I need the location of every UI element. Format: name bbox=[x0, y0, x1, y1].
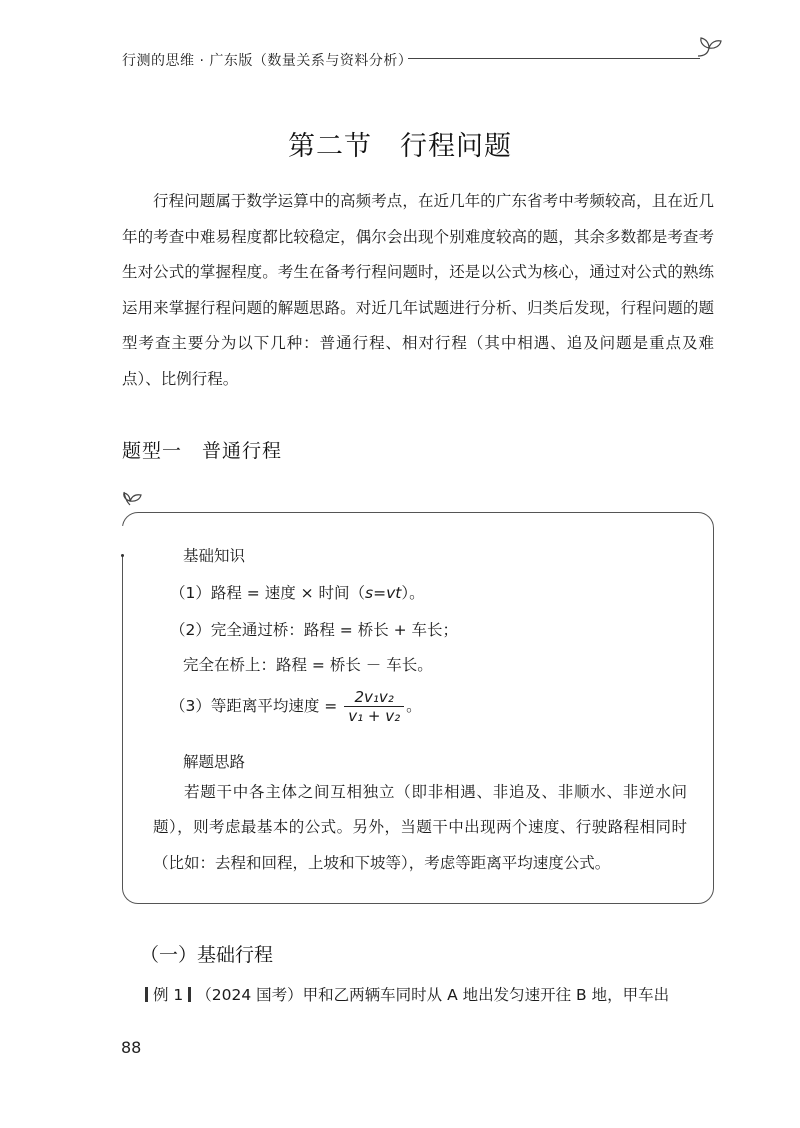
example-label: 例 1 bbox=[153, 986, 184, 1004]
fraction-numerator: 2v₁v₂ bbox=[344, 688, 404, 707]
intro-paragraph: 行程问题属于数学运算中的高频考点，在近几年的广东省考中考频较高，且在近几年的考查中难易程度都比较稳定，偶尔会出现个别难度较高的题，其余多数都是考查考生对公式的掌握程度。考生在备考行程问题时，还是以公式为核心，通过对公式的熟练运用来掌握行程问题的解题思路。对近几年试题进行分析、归类后发现，行程问题的题型考查主要分为以下几种：普通行程、相对行程（其中相遇、追及问题是重点及难点）、比例行程。 bbox=[122, 192, 714, 388]
subtype-heading: 题型一 普通行程 bbox=[122, 440, 283, 462]
fraction-denominator: v₁ + v₂ bbox=[348, 707, 401, 725]
approach-paragraph: 若题干中各主体之间互相独立（即非相遇、非追及、非顺水、非逆水问题），则考虑最基本的公式。另外，当题干中出现两个速度、行驶路程相同时（比如：去程和回程，上坡和下坡等），考虑等距离平均速度公式。 bbox=[153, 783, 687, 872]
box-corner-dot bbox=[121, 554, 124, 557]
formula-item-3-prefix: （3）等距离平均速度 = bbox=[170, 697, 338, 715]
subsection-heading: （一）基础行程 bbox=[140, 944, 274, 966]
header-rule bbox=[408, 58, 700, 59]
average-speed-fraction bbox=[344, 688, 404, 725]
formula-item-1-suffix: ）。 bbox=[401, 584, 425, 602]
running-header: 行测的思维 · 广东版（数量关系与资料分析） bbox=[122, 53, 413, 69]
basic-knowledge-heading: 基础知识 bbox=[183, 547, 246, 565]
formula-item-1-prefix: （1）路程 = 速度 × 时间（ bbox=[170, 584, 366, 602]
formula-item-2: （2）完全通过桥：路程 = 桥长 + 车长； bbox=[170, 621, 459, 639]
formula-item-3 bbox=[170, 688, 422, 725]
page-number: 88 bbox=[121, 1038, 142, 1057]
example-text: （2024 国考）甲和乙两辆车同时从 A 地出发匀速开往 B 地，甲车出 bbox=[196, 986, 670, 1004]
sprout-icon bbox=[121, 488, 147, 512]
formula-item-1 bbox=[170, 581, 425, 603]
section-title: 第二节 行程问题 bbox=[288, 131, 512, 162]
formula-item-2-continued: 完全在桥上：路程 = 桥长 － 车长。 bbox=[183, 656, 433, 674]
approach-heading: 解题思路 bbox=[183, 753, 246, 771]
formula-item-1-formula: s=vt bbox=[365, 584, 402, 602]
formula-item-3-suffix: 。 bbox=[406, 697, 422, 715]
box-border-gap bbox=[110, 526, 128, 556]
example-bar-left bbox=[145, 987, 148, 1002]
sprout-icon bbox=[694, 34, 724, 64]
example-line bbox=[140, 983, 669, 1005]
example-bar-right bbox=[188, 987, 191, 1002]
